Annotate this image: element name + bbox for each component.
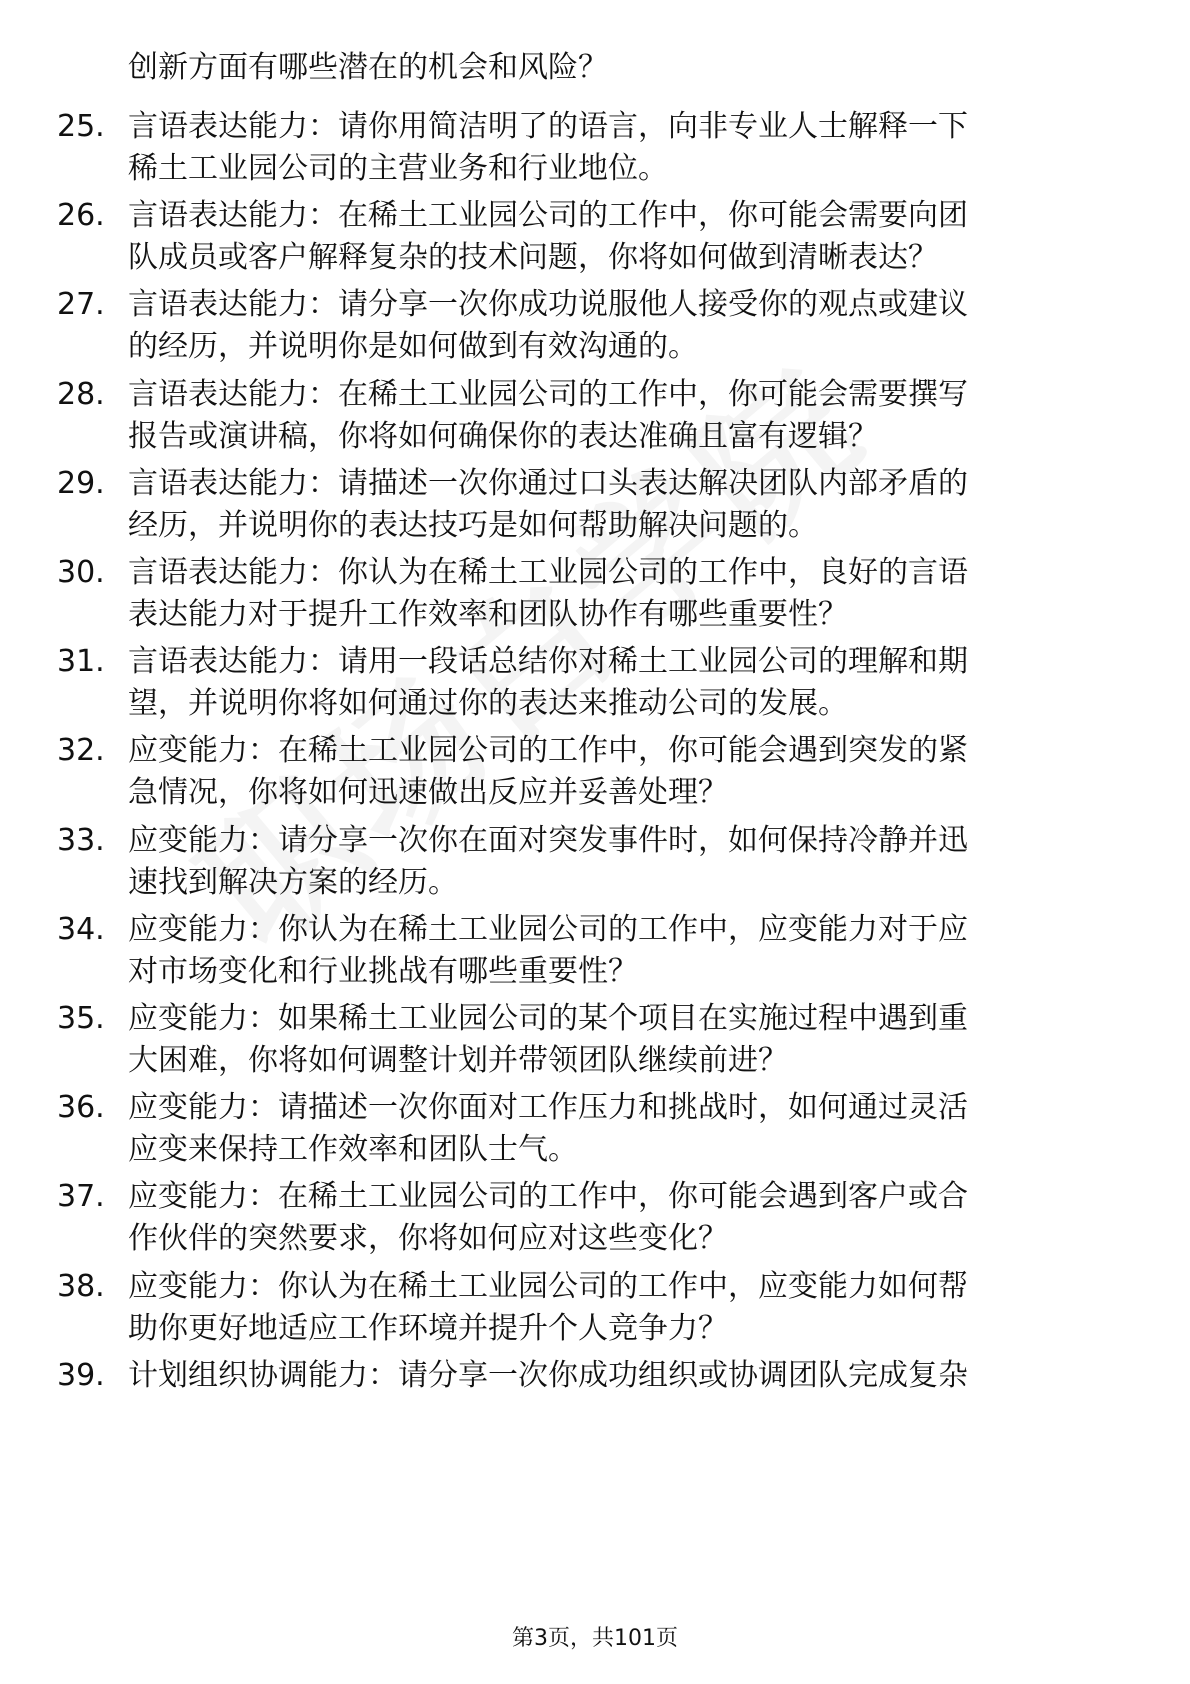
question-number: 39. (57, 1357, 105, 1393)
question-text-line: 作伙伴的突然要求，你将如何应对这些变化？ (128, 1221, 728, 1257)
question-text-line: 言语表达能力：在稀土工业园公司的工作中，你可能会需要向团 (128, 198, 968, 234)
question-number: 25. (57, 109, 105, 144)
question-number: 26. (57, 198, 105, 234)
question-text-line: 言语表达能力：请你用简洁明了的语言，向非专业人士解释一下 (128, 109, 968, 144)
question-text-line: 急情况，你将如何迅速做出反应并妥善处理？ (128, 775, 728, 811)
question-number: 35. (57, 1001, 105, 1036)
question-number: 33. (57, 822, 105, 858)
question-text-line: 应变能力：如果稀土工业园公司的某个项目在实施过程中遇到重 (128, 1001, 968, 1036)
question-text-line: 报告或演讲稿，你将如何确保你的表达准确且富有逻辑？ (128, 418, 878, 454)
question-number: 37. (57, 1179, 105, 1215)
question-text-line: 言语表达能力：你认为在稀土工业园公司的工作中，良好的言语 (128, 555, 968, 590)
question-text-line: 言语表达能力：请用一段话总结你对稀土工业园公司的理解和期 (128, 644, 968, 680)
question-text-line: 言语表达能力：请分享一次你成功说服他人接受你的观点或建议 (128, 287, 968, 323)
question-text-line: 对市场变化和行业挑战有哪些重要性？ (128, 953, 638, 989)
question-text-line: 应变能力：在稀土工业园公司的工作中，你可能会遇到客户或合 (128, 1179, 968, 1215)
question-text-line: 言语表达能力：请描述一次你通过口头表达解决团队内部矛盾的 (128, 465, 968, 501)
question-text-line: 速找到解决方案的经历。 (128, 864, 458, 900)
question-text-line: 计划组织协调能力：请分享一次你成功组织或协调团队完成复杂 (128, 1357, 968, 1393)
question-number: 29. (57, 465, 105, 501)
question-number: 30. (57, 555, 105, 590)
question-text-line: 应变能力：在稀土工业园公司的工作中，你可能会遇到突发的紧 (128, 733, 968, 769)
question-number: 34. (57, 911, 105, 947)
question-number: 36. (57, 1090, 105, 1126)
question-text-line: 表达能力对于提升工作效率和团队协作有哪些重要性？ (128, 597, 848, 632)
continuation-line: 创新方面有哪些潜在的机会和风险？ (128, 50, 608, 85)
question-text-line: 应变能力：请描述一次你面对工作压力和挑战时，如何通过灵活 (128, 1090, 968, 1126)
question-text-line: 队成员或客户解释复杂的技术问题，你将如何做到清晰表达？ (128, 240, 938, 276)
question-number: 27. (57, 287, 105, 323)
question-number: 32. (57, 733, 105, 769)
question-text-line: 应变来保持工作效率和团队士气。 (128, 1132, 578, 1168)
question-text-line: 稀土工业园公司的主营业务和行业地位。 (128, 151, 668, 186)
question-text-line: 望，并说明你将如何通过你的表达来推动公司的发展。 (128, 686, 848, 722)
question-number: 38. (57, 1268, 105, 1304)
question-text-line: 应变能力：你认为在稀土工业园公司的工作中，应变能力如何帮 (128, 1268, 968, 1304)
question-number: 31. (57, 644, 105, 680)
question-number: 28. (57, 376, 105, 412)
question-text-line: 的经历，并说明你是如何做到有效沟通的。 (128, 329, 698, 365)
question-text-line: 言语表达能力：在稀土工业园公司的工作中，你可能会需要撰写 (128, 376, 968, 412)
question-text-line: 应变能力：请分享一次你在面对突发事件时，如何保持冷静并迅 (128, 822, 968, 858)
page-footer: 第3页，共101页 (512, 1626, 678, 1651)
question-text-line: 应变能力：你认为在稀土工业园公司的工作中，应变能力对于应 (128, 911, 968, 947)
question-text-line: 经历，并说明你的表达技巧是如何帮助解决问题的。 (128, 507, 818, 543)
question-text-line: 大困难，你将如何调整计划并带领团队继续前进？ (128, 1043, 788, 1078)
question-text-line: 助你更好地适应工作环境并提升个人竞争力？ (128, 1310, 728, 1346)
